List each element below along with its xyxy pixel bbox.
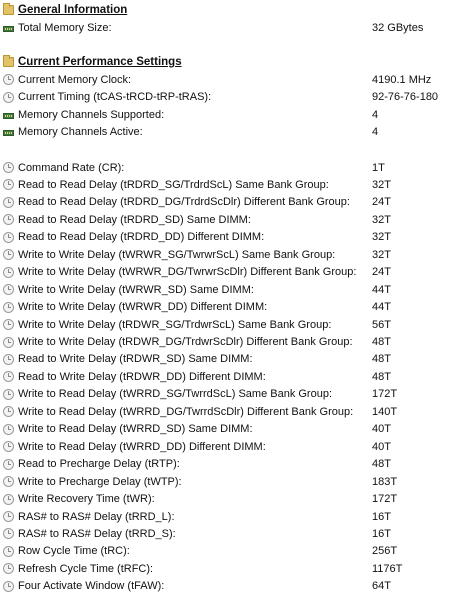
row-label: Current Timing (tCAS-tRCD-tRP-tRAS): [18,91,212,104]
row-value: 64T [372,580,391,593]
clock-icon [3,494,14,505]
row-label: Write to Write Delay (tWRWR_DG/TwrwrScDlr) Different Bank Group: [18,266,357,279]
clock-icon [3,319,14,330]
row-label: Memory Channels Supported: [18,108,165,121]
info-row[interactable] [0,456,450,473]
row-value: 44T [372,301,391,314]
info-row[interactable] [0,299,450,316]
row-label: Write Recovery Time (tWR): [18,493,155,506]
info-row[interactable] [0,194,450,211]
info-row[interactable] [0,508,450,525]
row-label: Write to Write Delay (tWRWR_SG/TwrwrScL) Same Bank Group: [18,248,336,261]
row-label: Total Memory Size: [18,21,112,34]
clock-icon [3,511,14,522]
row-label: Read to Read Delay (tRDRD_SD) Same DIMM: [18,213,251,226]
row-label: Read to Precharge Delay (tRTP): [18,458,180,471]
info-row[interactable] [0,124,450,141]
row-value: 140T [372,405,398,418]
folder-icon [3,57,14,67]
row-label: Read to Read Delay (tRDRD_SG/TrdrdScL) Same Bank Group: [18,178,329,191]
clock-icon [3,214,14,225]
row-label: Write to Write Delay (tRDWR_DG/TrdwrScDlr) Different Bank Group: [18,336,353,348]
clock-icon [3,232,14,243]
info-row[interactable] [0,491,450,508]
info-row[interactable] [0,281,450,298]
row-value: 56T [372,318,391,331]
section-general-information[interactable] [0,2,450,18]
info-row[interactable] [0,89,450,106]
clock-icon [3,284,14,295]
clock-icon [3,441,14,452]
info-row[interactable] [0,403,450,420]
row-label: Write to Read Delay (tWRRD_DD) Different DIMM: [18,440,266,453]
row-value: 32T [372,248,391,261]
row-label: Refresh Cycle Time (tRFC): [18,562,154,575]
row-value: 1T [372,161,385,174]
row-label: Write to Read Delay (tWRRD_SD) Same DIMM: [18,423,253,436]
row-label: Write to Write Delay (tWRWR_SD) Same DIMM: [18,283,254,296]
clock-icon [3,546,14,557]
folder-icon [3,5,14,15]
row-value: 40T [372,423,391,436]
clock-icon [3,267,14,278]
section-title: Current Performance Settings [18,56,182,68]
info-row[interactable] [0,578,450,595]
row-label: Write to Read Delay (tWRRD_SG/TwrrdScL) Same Bank Group: [18,388,333,401]
info-row[interactable] [0,543,450,560]
row-value: 92-76-76-180 [372,91,439,104]
row-value: 16T [372,527,391,540]
clock-icon [3,563,14,574]
row-value: 4 [372,108,379,121]
row-value: 32T [372,231,391,244]
row-value: 16T [372,510,391,523]
clock-icon [3,476,14,487]
info-row[interactable] [0,264,450,281]
info-row[interactable] [0,560,450,577]
row-label: Read to Read Delay (tRDRD_DG/TrdrdScDlr) Different Bank Group: [18,196,350,209]
row-value: 24T [372,266,391,279]
clock-icon [3,302,14,313]
clock-icon [3,406,14,417]
clock-icon [3,424,14,435]
clock-icon [3,354,14,365]
memory-icon [3,26,14,32]
clock-icon [3,528,14,539]
info-row[interactable] [0,351,450,368]
row-value: 1176T [372,562,403,575]
row-label: Current Memory Clock: [18,73,132,86]
info-row[interactable] [0,211,450,228]
row-value: 32 GBytes [372,21,424,34]
memory-icon [3,130,14,136]
row-label: Write to Write Delay (tRDWR_SG/TrdwrScL) Same Bank Group: [18,318,332,331]
info-row[interactable] [0,19,450,36]
row-label: RAS# to RAS# Delay (tRRD_L): [18,510,175,523]
row-value: 172T [372,388,398,401]
clock-icon [3,179,14,190]
row-value: 48T [372,458,391,471]
row-value: 32T [372,178,391,191]
row-value: 48T [372,353,391,366]
memory-icon [3,113,14,119]
clock-icon [3,337,14,348]
row-label: Memory Channels Active: [18,126,143,139]
info-row[interactable] [0,246,450,263]
clock-icon [3,74,14,85]
row-label: Four Activate Window (tFAW): [18,580,165,593]
row-value: 4 [372,126,379,139]
info-row[interactable] [0,176,450,193]
info-row[interactable] [0,386,450,403]
row-label: Write to Write Delay (tWRWR_DD) Different DIMM: [18,301,268,314]
row-value: 172T [372,493,398,506]
row-label: Read to Write Delay (tRDWR_SD) Same DIMM: [18,353,253,366]
section-current-performance-settings[interactable] [0,54,450,70]
row-value: 183T [372,475,398,488]
row-value: 48T [372,336,391,348]
info-row[interactable] [0,159,450,176]
row-label: RAS# to RAS# Delay (tRRD_S): [18,527,176,540]
info-row[interactable] [0,421,450,438]
clock-icon [3,581,14,592]
clock-icon [3,197,14,208]
row-label: Command Rate (CR): [18,161,125,174]
info-row[interactable] [0,525,450,542]
info-row[interactable] [0,316,450,333]
row-label: Write to Read Delay (tWRRD_DG/TwrrdScDlr) Different Bank Group: [18,405,354,418]
clock-icon [3,92,14,103]
row-value: 40T [372,440,391,453]
row-label: Read to Read Delay (tRDRD_DD) Different DIMM: [18,231,265,244]
info-row[interactable] [0,106,450,123]
info-row[interactable] [0,438,450,455]
clock-icon [3,249,14,260]
info-row[interactable] [0,71,450,88]
section-title: General Information [18,4,128,16]
row-label: Row Cycle Time (tRC): [18,545,130,558]
row-value: 24T [372,196,391,209]
row-label: Read to Write Delay (tRDWR_DD) Different DIMM: [18,370,266,383]
clock-icon [3,371,14,382]
row-value: 4190.1 MHz [372,73,432,86]
info-row[interactable] [0,334,450,351]
clock-icon [3,389,14,400]
row-label: Write to Precharge Delay (tWTP): [18,475,182,488]
info-row[interactable] [0,473,450,490]
info-row[interactable] [0,229,450,246]
clock-icon [3,162,14,173]
row-value: 256T [372,545,398,558]
info-row[interactable] [0,368,450,385]
row-value: 48T [372,370,391,383]
row-value: 44T [372,283,391,296]
clock-icon [3,459,14,470]
row-value: 32T [372,213,391,226]
